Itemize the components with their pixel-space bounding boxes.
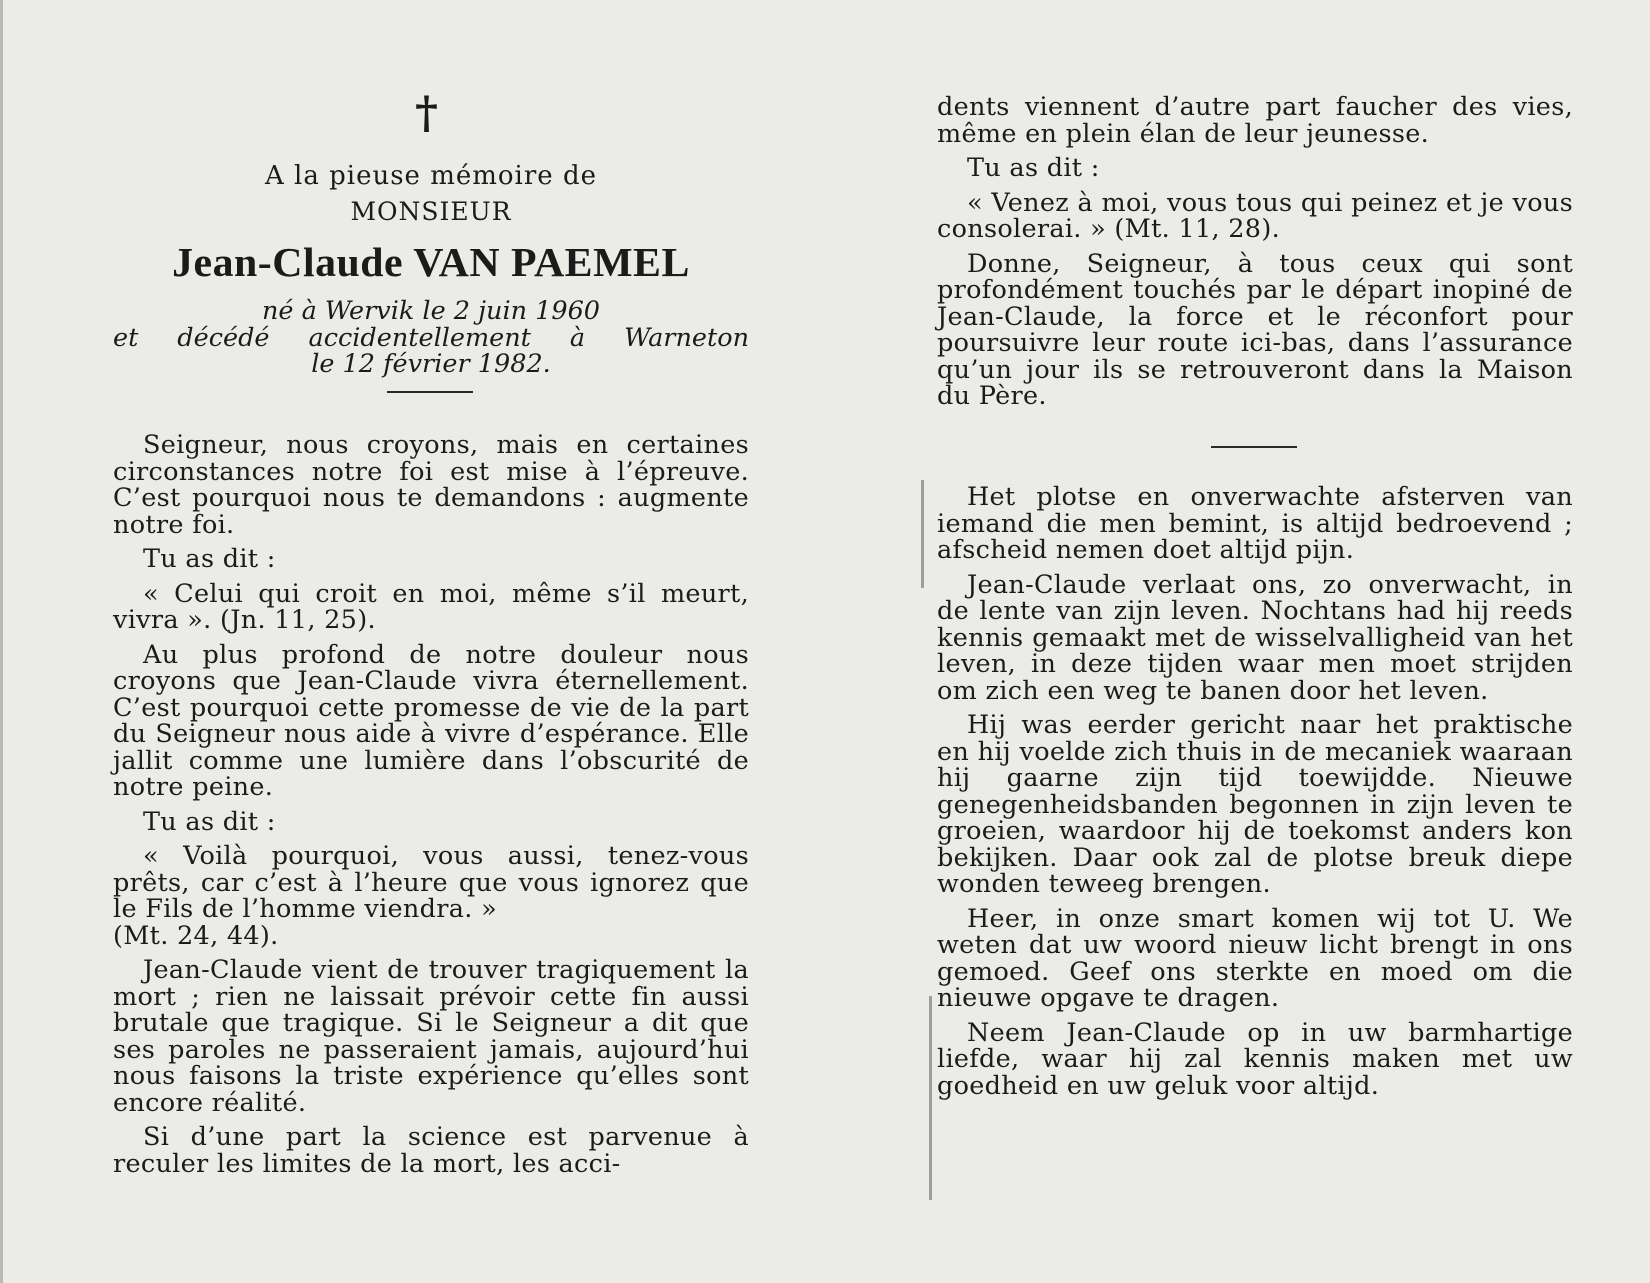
quote-mt11: « Venez à moi, vous tous qui peinez et je vous consolerai. » (Mt. 11, 28). [937, 187, 1573, 244]
quote-mt24: « Voilà pourquoi, vous aussi, tenez-vous prêts, car c’est à l’heure que vous ignorez que le Fils de l’homme viendra. » [113, 841, 749, 924]
death-line: et décédé accidentellement à Warneton [113, 322, 749, 353]
header-divider [387, 391, 473, 393]
paragraph-tragique: Jean-Claude vient de trouver tragiquement la mort ; rien ne laissait prévoir cette fin aussi brutale que tragique. Si le Seigneur a dit que ses paroles ne passeraient jamais, aujourd’hui nous faisons la triste expérience qu’elles sont encore réalité. [113, 955, 749, 1118]
dates-block [113, 298, 749, 378]
quote-mt24-ref: (Mt. 24, 44). [113, 920, 279, 951]
paragraph-afsterven: Het plotse en onverwachte afsterven van iemand die men bemint, is altijd bedroevend ; afscheid nemen doet altijd pijn. [937, 482, 1573, 565]
paragraph-donne: Donne, Seigneur, à tous ceux qui sont profondément touchés par le départ inopiné de Jean-Claude, la force et le réconfort pour poursuivre leur route ici-bas, dans l’assurance qu’un jour ils se retrouveront dans la Maison du Père. [937, 248, 1573, 411]
death-date-line: le 12 février 1982. [311, 349, 551, 379]
right-column-french [937, 94, 1573, 410]
paragraph-seigneur: Seigneur, nous croyons, mais en certaines circonstances notre foi est mise à l’épreuve. C’est pourquoi nous te demandons : augmente notre foi. [113, 430, 749, 540]
tu-as-dit-2: Tu as dit : [143, 806, 276, 837]
tu-as-dit-1: Tu as dit : [143, 544, 276, 574]
paragraph-praktische: Hij was eerder gericht naar het praktische en hij voelde zich thuis in de mecaniek waaraan hij gaarne zijn tijd toewijdde. Nieuwe genegenheidsbanden begonnen in zijn leven te groeien, waardoor hij de toekomst anders kon bekijken. Daar ook zal de plotse breuk diepe wonden teweeg brengen. [937, 710, 1573, 899]
birth-line: né à Wervik le 2 juin 1960 [261, 296, 601, 326]
quote-jn: « Celui qui croit en moi, même s’il meurt, vivra ». (Jn. 11, 25). [113, 578, 749, 635]
memoire-heading: A la pieuse mémoire de [265, 161, 597, 191]
section-divider [1211, 446, 1297, 448]
cross-icon: † [415, 88, 439, 139]
paragraph-science: Si d’une part la science est parvenue à reculer les limites de la mort, les acci- [113, 1122, 749, 1179]
margin-scratch-2 [929, 996, 932, 1200]
monsieur-heading: MONSIEUR [350, 197, 512, 226]
paragraph-heer: Heer, in onze smart komen wij tot U. We weten dat uw woord nieuw licht brengt in ons gemoed. Geef ons sterkte en moed om die nieuwe opgave te dragen. [937, 903, 1573, 1013]
tu-as-dit-3: Tu as dit : [967, 153, 1100, 183]
right-column-dutch [937, 484, 1573, 1099]
paragraph-douleur: Au plus profond de notre douleur nous croyons que Jean-Claude vivra éternellement. C’est pourquoi cette promesse de vie de la part du Seigneur nous aide à vivre d’espérance. Elle jallit comme une lumière dans l’obscurité de notre peine. [113, 639, 749, 802]
margin-scratch-1 [921, 480, 924, 588]
paragraph-verlaat: Jean-Claude verlaat ons, zo onverwacht, in de lente van zijn leven. Nochtans had hij reeds kennis gemaakt met de wisselvalligheid van het leven, in deze tijden waar men moet strijden om zich een weg te banen door het leven. [937, 569, 1573, 706]
paragraph-accidents: dents viennent d’autre part faucher des vies, même en plein élan de leur jeunesse. [937, 92, 1573, 149]
deceased-name: Jean-Claude VAN PAEMEL [172, 239, 690, 285]
left-column [113, 432, 749, 1177]
paragraph-neem: Neem Jean-Claude op in uw barmhartige liefde, waar hij zal kennis maken met uw goedheid en uw geluk voor altijd. [937, 1017, 1573, 1101]
